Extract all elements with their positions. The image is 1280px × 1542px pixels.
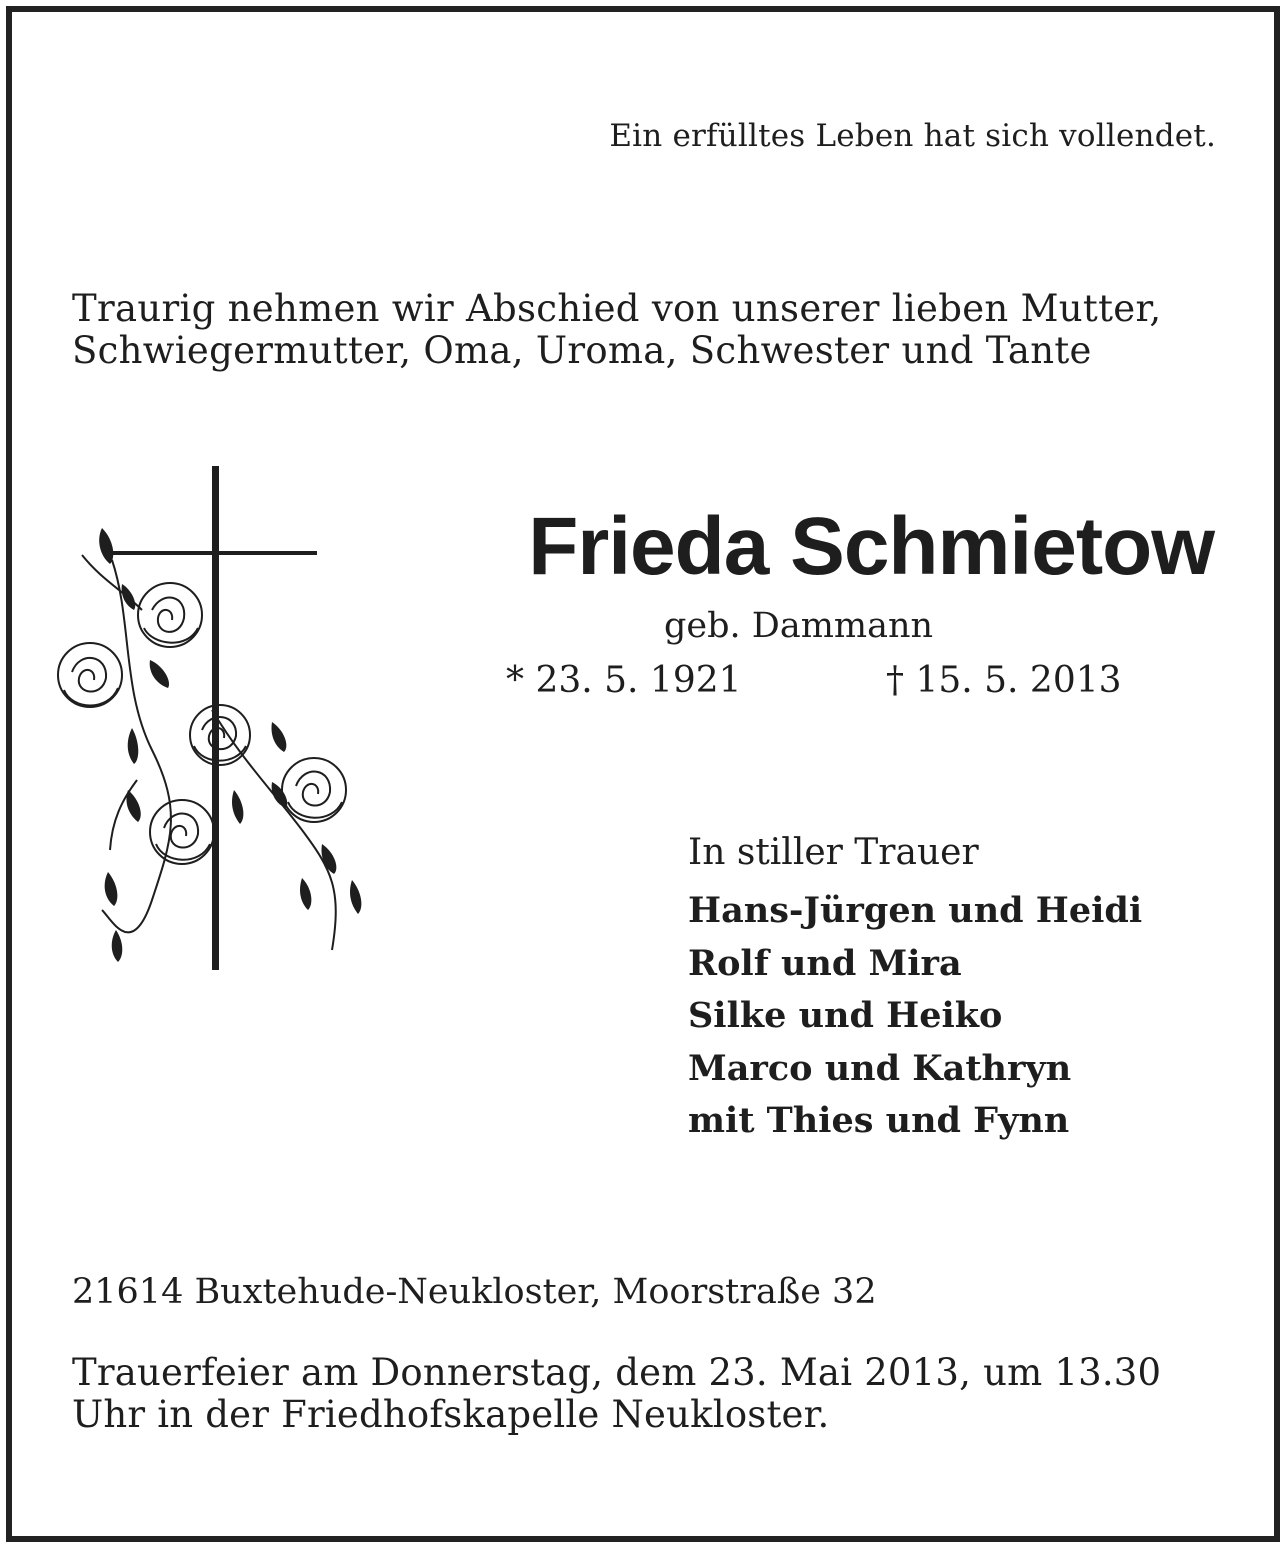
address-text: 21614 Buxtehude-Neukloster, Moorstraße 32 — [72, 1272, 877, 1312]
deceased-name: Frieda Schmietow — [528, 501, 1214, 592]
list-item: Silke und Heiko — [688, 995, 1003, 1036]
mourning-label: In stiller Trauer — [688, 832, 979, 873]
list-item: mit Thies und Fynn — [688, 1100, 1070, 1141]
ceremony-line: Uhr in der Friedhofskapelle Neukloster. — [72, 1393, 830, 1436]
obituary-notice — [6, 6, 1280, 1542]
intro-text — [72, 288, 1161, 372]
mourners-list — [688, 885, 1142, 1148]
cross-with-roses-icon — [52, 460, 382, 980]
motto-text: Ein erfülltes Leben hat sich vollendet. — [609, 118, 1216, 154]
ceremony-line: Trauerfeier am Donnerstag, dem 23. Mai 2013, um 13.30 — [72, 1351, 1162, 1394]
list-item: Rolf und Mira — [688, 942, 962, 984]
intro-line: Traurig nehmen wir Abschied von unserer lieben Mutter, — [72, 287, 1162, 330]
death-date: † 15. 5. 2013 — [886, 660, 1122, 701]
intro-line: Schwiegermutter, Oma, Uroma, Schwester und Tante — [72, 329, 1092, 372]
ceremony-text — [72, 1352, 1161, 1436]
list-item: Marco und Kathryn — [688, 1047, 1072, 1089]
birth-date: * 23. 5. 1921 — [506, 660, 742, 701]
maiden-name: geb. Dammann — [664, 606, 934, 646]
list-item: Hans-Jürgen und Heidi — [688, 890, 1143, 931]
